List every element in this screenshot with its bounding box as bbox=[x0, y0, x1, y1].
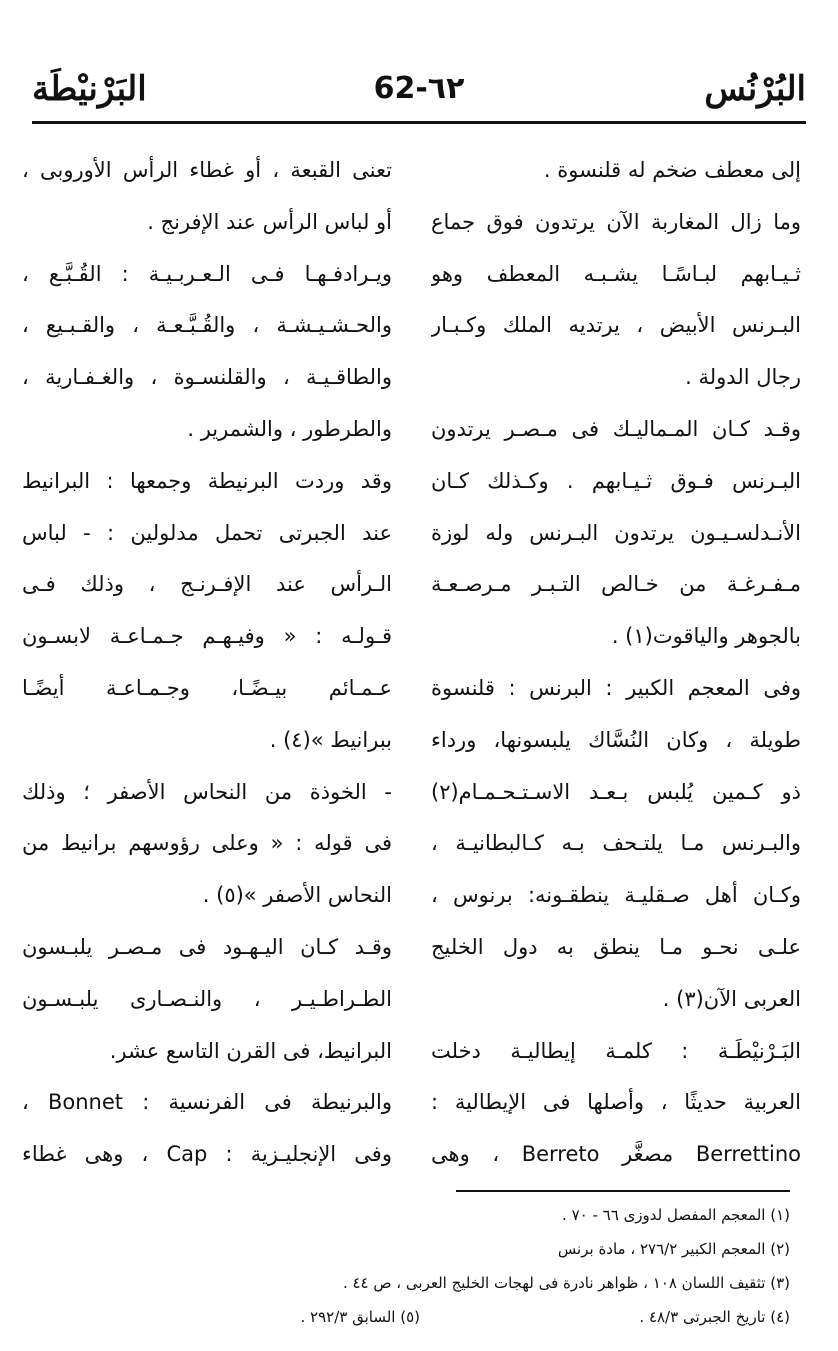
text-line: وقـد كـان اليـهـود فى مـصـر يلبـسون bbox=[22, 934, 392, 959]
footnote-3: (٣) تثقيف اللسان ١٠٨ ، ظواهر نادرة فى لهجات الخليج العربى ، ص ٤٤ . bbox=[342, 1274, 790, 1292]
footnote-row bbox=[48, 1300, 790, 1334]
header-right-title: البُرْنُس bbox=[704, 69, 806, 109]
footnotes bbox=[48, 1198, 790, 1334]
text-line: العربى الآن(٣) . bbox=[662, 986, 801, 1011]
text-line: ببرانيط »(٤) . bbox=[269, 727, 392, 752]
footnote-2: (٢) المعجم الكبير ٢٧٦/٢ ، مادة برنس bbox=[557, 1240, 790, 1258]
text-line: رجال الدولة . bbox=[685, 365, 801, 390]
text-line: Berrettino مصغَّر Berreto ، وهى bbox=[431, 1142, 801, 1167]
text-line: والطاقـيـة ، والقلنسـوة ، والغـفـارية ، bbox=[22, 365, 392, 390]
footnote-4: (٤) تاريخ الجبرتى ٤٨/٣ . bbox=[639, 1308, 790, 1326]
text-line: فى قوله : « وعلى رؤوسهم برانيط من bbox=[22, 831, 392, 856]
page-header bbox=[32, 62, 806, 116]
text-line: بالجوهر والياقوت(١) . bbox=[611, 624, 801, 649]
text-line: ويـرادفـهـا فـى الـعـربـيـة : القُـبَّـع ، bbox=[22, 261, 392, 286]
footnote-5: (٥) السابق ٢٩٢/٣ . bbox=[300, 1308, 420, 1326]
footnote-1: (١) المعجم المفصل لدوزى ٦٦ - ٧٠ . bbox=[562, 1206, 790, 1224]
text-line: وقد وردت البرنيطة وجمعها : البرانيط bbox=[22, 468, 392, 493]
text-line: ثـيـابهم لبـاسًـا يشـبـه المعطف وهو bbox=[431, 261, 801, 286]
text-line: الـرأس عند الإفـرنـج ، وذلك فـى bbox=[22, 572, 392, 597]
text-line: وفى المعجم الكبير : البرنس : قلنسوة bbox=[431, 675, 801, 700]
header-rule bbox=[32, 121, 806, 124]
text-line: ذو كـمين يُلبس بـعـد الاسـتـحـمـام(٢) bbox=[431, 779, 801, 804]
text-line: إلى معطف ضخم له قلنسوة . bbox=[543, 158, 801, 182]
text-line: البـرنس الأبيض ، يرتديه الملك وكـبـار bbox=[431, 313, 801, 338]
text-line: والحـشـيـشـة ، والقُـبَّـعـة ، والقـبـيع ، bbox=[22, 313, 392, 338]
right-text-column bbox=[431, 145, 801, 1181]
text-line: البـرنس فـوق ثـيـابهم . وكـذلك كـان bbox=[431, 468, 801, 493]
text-line: عـمـائم بيـضًـا، وجـمـاعـة أيضًـا bbox=[22, 675, 392, 700]
text-line: العربية حديثًا ، وأصلها فى الإيطالية : bbox=[431, 1090, 801, 1115]
text-line: وكـان أهل صـقليـة ينطقـونه: برنوس ، bbox=[431, 883, 801, 908]
left-text-column bbox=[22, 145, 392, 1181]
text-line: الأنـدلسـيـون يرتدون البـرنس وله لوزة bbox=[431, 520, 801, 545]
header-left-title: البَرْنيْطَة bbox=[32, 69, 147, 109]
text-line: مـفـرغـة من خـالص التـبـر مـرصـعـة bbox=[431, 572, 801, 597]
page-number: 62-٦٢ bbox=[373, 71, 465, 106]
text-line: والبـرنس مـا يلتـحف بـه كـالبطانيـة ، bbox=[431, 831, 801, 856]
text-line: والطرطور ، والشمرير . bbox=[187, 416, 392, 441]
text-line: النحاس الأصفر »(٥) . bbox=[202, 883, 392, 908]
text-line: علـى نحـو مـا ينطق به دول الخليج bbox=[431, 934, 801, 959]
text-line: والبرنيطة فى الفرنسية : Bonnet ، bbox=[22, 1090, 392, 1115]
text-line: تعنى القبعة ، أو غطاء الرأس الأوروبى ، bbox=[22, 158, 392, 182]
text-line: - الخوذة من النحاس الأصفر ؛ وذلك bbox=[22, 779, 392, 804]
text-line: الطـراطـيـر ، والنـصـارى يلبـسـون bbox=[22, 986, 392, 1011]
text-line: أو لباس الرأس عند الإفرنج . bbox=[147, 209, 392, 234]
text-line: وفى الإنجليـزية : Cap ، وهى غطاء bbox=[22, 1142, 392, 1167]
text-line: وما زال المغاربة الآن يرتدون فوق جماع bbox=[431, 209, 801, 234]
text-line: طويلة ، وكان النُسَّاك يلبسونها، ورداء bbox=[431, 727, 801, 752]
text-line: البَـرْنيْطَـة : كلمـة إيطاليـة دخلت bbox=[431, 1038, 801, 1063]
text-line: وقـد كـان المـماليـك فى مـصـر يرتدون bbox=[431, 416, 801, 441]
footnote-rule bbox=[456, 1190, 790, 1192]
text-line: عند الجبرتى تحمل مدلولين : - لباس bbox=[22, 520, 392, 545]
text-line: البرانيط، فى القرن التاسع عشر. bbox=[109, 1038, 392, 1063]
text-line: قـولـه : « وفيـهـم جـمـاعـة لابسـون bbox=[22, 624, 392, 649]
